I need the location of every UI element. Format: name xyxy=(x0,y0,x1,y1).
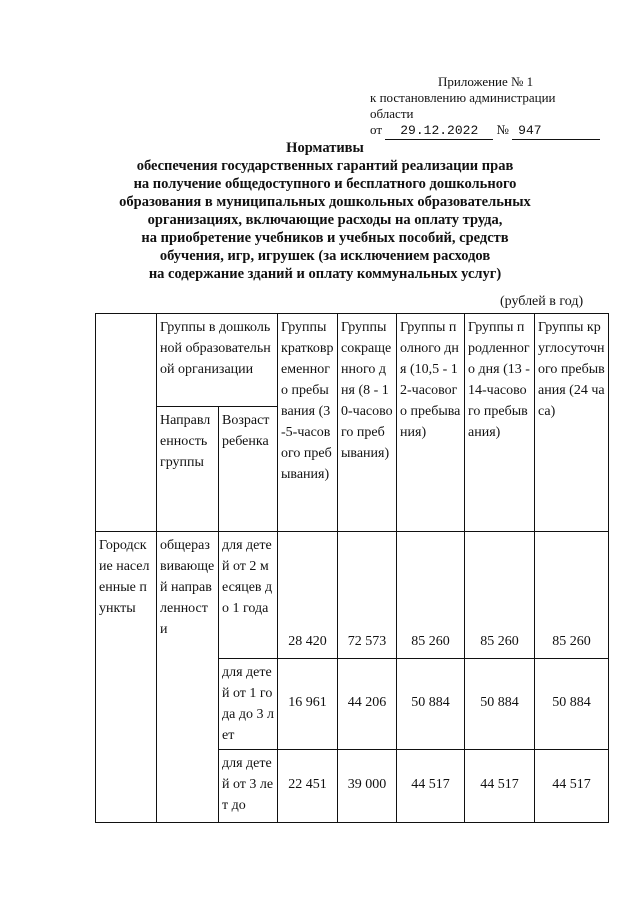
decree-date: 29.12.2022 xyxy=(385,123,493,140)
header-child-age: Возраст ребенка xyxy=(219,407,278,532)
header-reduced-day: Группы сокращенного дня (8 - 10-часового пребывания) xyxy=(338,314,397,532)
value-cell: 50 884 xyxy=(535,659,609,750)
document-title xyxy=(100,139,550,283)
value-cell: 44 517 xyxy=(397,750,465,823)
table-row xyxy=(96,532,609,659)
value-cell: 85 260 xyxy=(465,532,535,659)
age-cell: для детей от 3 лет до xyxy=(219,750,278,823)
title-heading: Нормативы xyxy=(286,140,364,156)
orientation-cell: общеразвивающей направленности xyxy=(157,532,219,823)
age-cell: для детей от 1 года до 3 лет xyxy=(219,659,278,750)
value-cell: 50 884 xyxy=(465,659,535,750)
appendix-number: Приложение № 1 xyxy=(438,74,534,89)
units-note: (рублей в год) xyxy=(500,294,584,309)
appendix-block xyxy=(370,74,600,140)
appendix-date-line xyxy=(370,122,600,140)
header-full-day: Группы полного дня (10,5 - 12-часового пребывания) xyxy=(397,314,465,532)
value-cell: 39 000 xyxy=(338,750,397,823)
norms-table xyxy=(95,313,609,823)
title-subtitle: обеспечения государственных гарантий реализации прав на получение общедоступного и бесплатного дошкольного образования в муниципальных дошкольных образовательных организациях, включающие расходы на оплату труда, на приобретение учебников и учебных пособий, средств обучения, игр, игрушек (за исключением расходов на содержание зданий и оплату коммунальных услуг) xyxy=(119,158,531,282)
age-cell: для детей от 2 месяцев до 1 года xyxy=(219,532,278,659)
from-label: от xyxy=(370,122,383,137)
value-cell: 85 260 xyxy=(535,532,609,659)
header-round-clock: Группы круглосуточного пребывания (24 часа) xyxy=(535,314,609,532)
decree-number: 947 xyxy=(512,123,600,140)
header-orientation: Направленность группы xyxy=(157,407,219,532)
value-cell: 28 420 xyxy=(278,532,338,659)
value-cell: 44 517 xyxy=(465,750,535,823)
value-cell: 44 517 xyxy=(535,750,609,823)
value-cell: 16 961 xyxy=(278,659,338,750)
header-row-top xyxy=(96,314,609,407)
header-locality-cell xyxy=(96,314,157,532)
appendix-reference: к постановлению администрации области xyxy=(370,90,556,121)
number-label: № xyxy=(496,122,509,137)
value-cell: 22 451 xyxy=(278,750,338,823)
header-short-stay: Группы кратковременного пребывания (3-5-часового пребывания) xyxy=(278,314,338,532)
locality-cell: Городские населенные пункты xyxy=(96,532,157,823)
value-cell: 85 260 xyxy=(397,532,465,659)
value-cell: 72 573 xyxy=(338,532,397,659)
header-extended-day: Группы продленного дня (13 - 14-часового пребывания) xyxy=(465,314,535,532)
header-groups-in-org: Группы в дошкольной образовательной организации xyxy=(157,314,278,407)
value-cell: 50 884 xyxy=(397,659,465,750)
value-cell: 44 206 xyxy=(338,659,397,750)
